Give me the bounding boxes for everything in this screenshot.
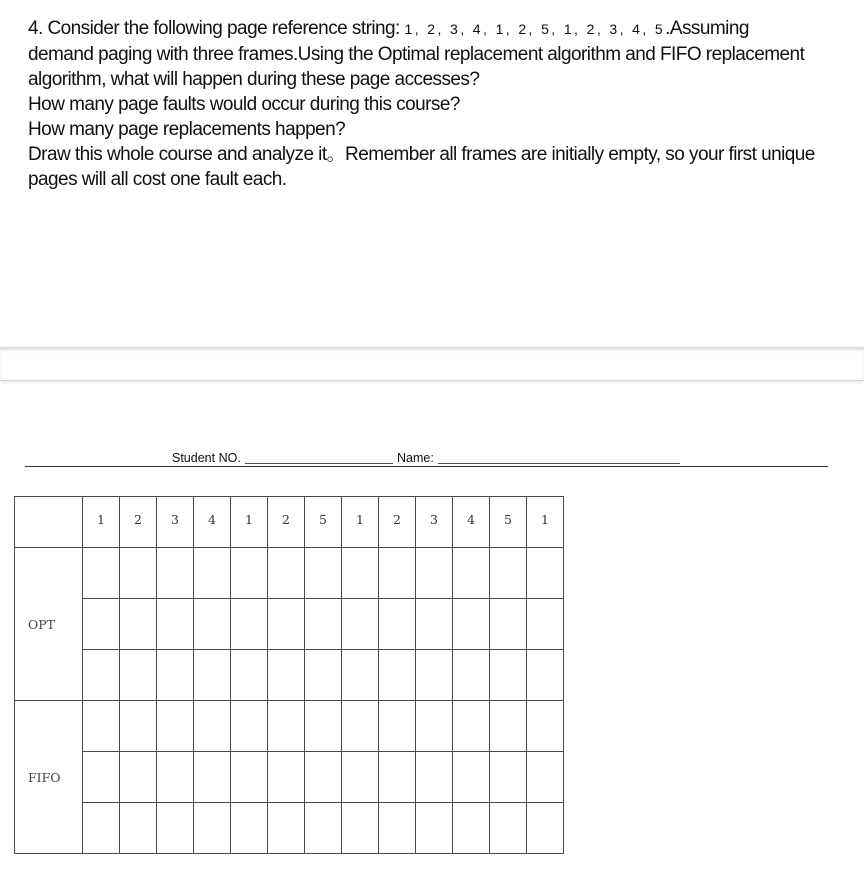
corner-cell xyxy=(15,497,83,548)
frame-cell[interactable] xyxy=(527,650,564,701)
frame-cell[interactable] xyxy=(453,803,490,854)
page-reference-cell: 4 xyxy=(453,497,490,548)
frame-cell[interactable] xyxy=(490,548,527,599)
frame-cell[interactable] xyxy=(305,599,342,650)
frame-cell[interactable] xyxy=(379,599,416,650)
frame-row xyxy=(15,599,564,650)
frame-cell[interactable] xyxy=(194,599,231,650)
page-reference-cell: 3 xyxy=(416,497,453,548)
question-line-7: pages will all cost one fault each. xyxy=(28,169,287,190)
question-line-6: Draw this whole course and analyze it。Remember all frames are initially empty, so your first unique xyxy=(28,144,815,165)
frame-cell[interactable] xyxy=(490,752,527,803)
frame-cell[interactable] xyxy=(379,752,416,803)
frame-cell[interactable] xyxy=(453,701,490,752)
frame-cell[interactable] xyxy=(83,752,120,803)
frame-cell[interactable] xyxy=(305,701,342,752)
frame-cell[interactable] xyxy=(231,548,268,599)
frame-row xyxy=(15,548,564,599)
frame-cell[interactable] xyxy=(231,599,268,650)
name-blank[interactable] xyxy=(438,463,680,464)
frame-cell[interactable] xyxy=(268,752,305,803)
frame-cell[interactable] xyxy=(120,599,157,650)
frame-cell[interactable] xyxy=(453,599,490,650)
frame-cell[interactable] xyxy=(490,701,527,752)
page-header-row xyxy=(15,497,564,548)
frame-cell[interactable] xyxy=(157,701,194,752)
frame-cell[interactable] xyxy=(268,803,305,854)
page-reference-cell: 1 xyxy=(527,497,564,548)
frame-cell[interactable] xyxy=(490,599,527,650)
frame-cell[interactable] xyxy=(453,752,490,803)
question-text xyxy=(28,16,833,192)
frame-cell[interactable] xyxy=(342,650,379,701)
frame-cell[interactable] xyxy=(305,548,342,599)
question-intro: 4. Consider the following page reference string: xyxy=(28,18,400,39)
frame-cell[interactable] xyxy=(379,548,416,599)
page-reference-cell: 5 xyxy=(305,497,342,548)
frame-cell[interactable] xyxy=(157,650,194,701)
page-reference-cell: 1 xyxy=(342,497,379,548)
question-line-1 xyxy=(28,16,833,42)
frame-cell[interactable] xyxy=(416,752,453,803)
frame-cell[interactable] xyxy=(157,803,194,854)
frame-cell[interactable] xyxy=(268,701,305,752)
frame-cell[interactable] xyxy=(416,701,453,752)
page-reference-cell: 2 xyxy=(268,497,305,548)
page-replacement-table xyxy=(14,496,564,854)
frame-cell[interactable] xyxy=(120,803,157,854)
frame-cell[interactable] xyxy=(120,701,157,752)
page-reference-cell: 5 xyxy=(490,497,527,548)
page-reference-cell: 2 xyxy=(379,497,416,548)
frame-cell[interactable] xyxy=(194,752,231,803)
frame-cell[interactable] xyxy=(453,650,490,701)
frame-cell[interactable] xyxy=(268,650,305,701)
frame-cell[interactable] xyxy=(527,803,564,854)
name-label: Name: xyxy=(397,451,434,465)
frame-row xyxy=(15,752,564,803)
header-rule xyxy=(25,466,828,467)
student-no-blank[interactable] xyxy=(245,463,393,464)
frame-cell[interactable] xyxy=(194,650,231,701)
frame-cell[interactable] xyxy=(120,752,157,803)
frame-cell[interactable] xyxy=(527,701,564,752)
page-reference-cell: 4 xyxy=(194,497,231,548)
frame-cell[interactable] xyxy=(157,548,194,599)
frame-cell[interactable] xyxy=(231,650,268,701)
frame-cell[interactable] xyxy=(305,650,342,701)
frame-cell[interactable] xyxy=(157,599,194,650)
frame-cell[interactable] xyxy=(157,752,194,803)
fifo-label: FIFO xyxy=(15,701,83,854)
frame-cell[interactable] xyxy=(194,803,231,854)
frame-cell[interactable] xyxy=(120,650,157,701)
page-reference-cell: 1 xyxy=(83,497,120,548)
frame-cell[interactable] xyxy=(305,752,342,803)
frame-cell[interactable] xyxy=(231,752,268,803)
frame-cell[interactable] xyxy=(379,701,416,752)
frame-cell[interactable] xyxy=(416,548,453,599)
question-line-4: How many page faults would occur during this course? xyxy=(28,94,460,115)
frame-cell[interactable] xyxy=(342,752,379,803)
frame-cell[interactable] xyxy=(527,599,564,650)
page-separator-band xyxy=(0,347,864,381)
frame-cell[interactable] xyxy=(194,701,231,752)
frame-cell[interactable] xyxy=(490,650,527,701)
page-reference-cell: 1 xyxy=(231,497,268,548)
frame-cell[interactable] xyxy=(268,599,305,650)
frame-cell[interactable] xyxy=(83,803,120,854)
frame-cell[interactable] xyxy=(416,803,453,854)
frame-cell[interactable] xyxy=(120,548,157,599)
frame-cell[interactable] xyxy=(342,599,379,650)
page-reference-cell: 3 xyxy=(157,497,194,548)
frame-cell[interactable] xyxy=(83,599,120,650)
frame-cell[interactable] xyxy=(83,548,120,599)
frame-cell[interactable] xyxy=(194,548,231,599)
frame-cell[interactable] xyxy=(83,701,120,752)
frame-cell[interactable] xyxy=(268,548,305,599)
frame-cell[interactable] xyxy=(231,701,268,752)
frame-cell[interactable] xyxy=(379,650,416,701)
frame-cell[interactable] xyxy=(305,803,342,854)
frame-cell[interactable] xyxy=(490,803,527,854)
opt-label: OPT xyxy=(15,548,83,701)
question-line-5: How many page replacements happen? xyxy=(28,119,346,140)
frame-row xyxy=(15,701,564,752)
question-line-3: algorithm, what will happen during these page accesses? xyxy=(28,69,480,90)
frame-cell[interactable] xyxy=(342,548,379,599)
frame-cell[interactable] xyxy=(416,650,453,701)
frame-cell[interactable] xyxy=(416,599,453,650)
question-line-2: demand paging with three frames.Using the Optimal replacement algorithm and FIFO replacement xyxy=(28,44,805,65)
frame-row xyxy=(15,803,564,854)
question-intro-end: .Assuming xyxy=(665,18,749,39)
frame-cell[interactable] xyxy=(527,752,564,803)
reference-string: 1, 2, 3, 4, 1, 2, 5, 1, 2, 3, 4, 5 xyxy=(404,21,666,37)
frame-cell[interactable] xyxy=(342,803,379,854)
frame-cell[interactable] xyxy=(527,548,564,599)
frame-cell[interactable] xyxy=(231,803,268,854)
student-no-label: Student NO. xyxy=(172,451,241,465)
page-reference-cell: 2 xyxy=(120,497,157,548)
frame-cell[interactable] xyxy=(342,701,379,752)
frame-cell[interactable] xyxy=(83,650,120,701)
frame-cell[interactable] xyxy=(453,548,490,599)
frame-row xyxy=(15,650,564,701)
frame-cell[interactable] xyxy=(379,803,416,854)
